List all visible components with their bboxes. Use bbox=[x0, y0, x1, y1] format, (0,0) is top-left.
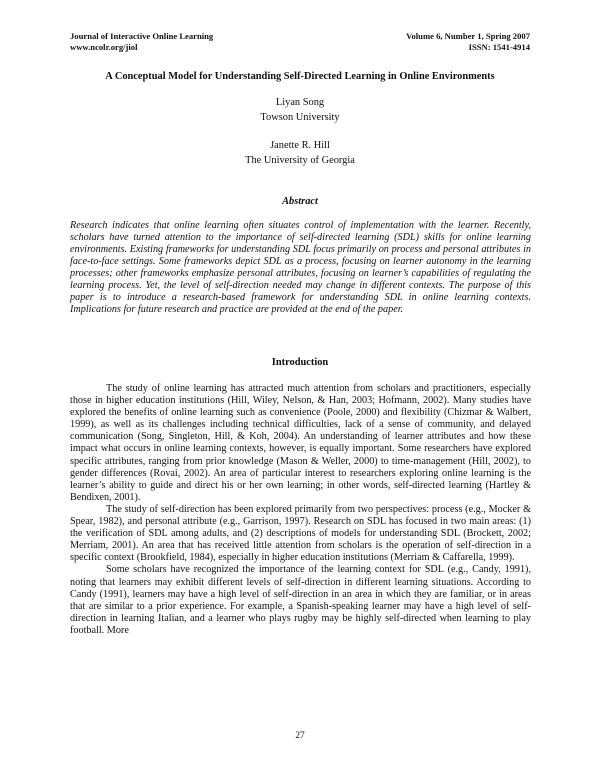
page-number: 27 bbox=[295, 731, 305, 741]
paragraph: Some scholars have recognized the importance of the learning context for SDL (e.g., Candy, 1991), noting that learners may exhibit different levels of self-direction in different learning situations. According to Candy (1991), learners may have a high level of self-direction in an area in which they are familiar, or in areas that are similar to a prior experience. For example, a Spanish-speaking learner may have a high level of self-direction in learning Italian, and a learner who plays rugby may be highly self-directed when learning to play football. More bbox=[70, 564, 531, 636]
author-block-2 bbox=[150, 139, 450, 168]
running-header bbox=[70, 31, 530, 52]
author-block-1 bbox=[150, 96, 450, 125]
paragraph: The study of online learning has attracted much attention from scholars and practitioners, especially those in higher education institutions (Hill, Wiley, Nelson, & Han, 2003; Hofmann, 2002). Many studies have explored the benefits of online learning such as convenience (Poole, 2000) and flexibility (Chizmar & Walbert, 1999), as well as its challenges including technical difficulties, lack of a sense of community, and delayed communication (Song, Singleton, Hill, & Koh, 2004). An understanding of learner attributes and how these impact what occurs in online learning contexts, however, is equally important. Some researchers have explored specific attributes, ranging from prior knowledge (Mason & Weller, 2000) to time-management (Hill, 2002), to gender differences (Rovai, 2002). An area of particular interest to researchers exploring online learning is the learner’s ability to guide and direct his or her own learning; in other words, self-directed learning (Hartley & Bendixen, 2001). bbox=[70, 383, 531, 503]
issn: ISSN: 1541-4914 bbox=[468, 41, 530, 52]
paragraph: The study of self-direction has been explored primarily from two perspectives: process (e.g., Mocker & Spear, 1982), and personal attribute (e.g., Garrison, 1997). Research on SDL has focused in two main areas: (1) the verification of SDL among adults, and (2) descriptions of models for understanding SDL (Brockett, 2002; Merriam, 2001). An area that has received little attention from scholars is the operation of self-direction in a specific context (Brookfield, 1984), especially in higher education institutions (Merriam & Caffarella, 1999). bbox=[70, 503, 531, 564]
author-affiliation: The University of Georgia bbox=[245, 154, 355, 166]
journal-url: www.ncolr.org/jiol bbox=[70, 41, 138, 52]
author-name: Liyan Song bbox=[275, 97, 325, 108]
paper-title: A Conceptual Model for Understanding Self-Directed Learning in Online Environments bbox=[105, 71, 495, 82]
introduction-body bbox=[70, 383, 531, 637]
abstract-text: Research indicates that online learning often situates control of implementation with the learner. Recently, scholars have turned attention to the importance of self-directed learning (SDL) skills for online learning environments. Existing frameworks for understanding SDL focus primarily on process and personal attributes in face-to-face settings. Some frameworks depict SDL as a process, focusing on learner autonomy in the learning processes; other frameworks emphasize personal attributes, focusing on learner’s capabilities of regulating the learning process. Yet, the level of self-direction needed may change in different contexts. The purpose of this paper is to introduce a research-based framework for understanding SDL in online learning contexts. Implications for future research and practice are provided at the end of the paper. bbox=[70, 220, 531, 316]
volume-info: Volume 6, Number 1, Spring 2007 bbox=[406, 31, 530, 41]
journal-name: Journal of Interactive Online Learning bbox=[70, 31, 214, 41]
author-name: Janette R. Hill bbox=[270, 140, 330, 151]
abstract-heading: Abstract bbox=[282, 196, 318, 207]
author-affiliation: Towson University bbox=[260, 111, 340, 123]
introduction-heading: Introduction bbox=[271, 357, 329, 368]
